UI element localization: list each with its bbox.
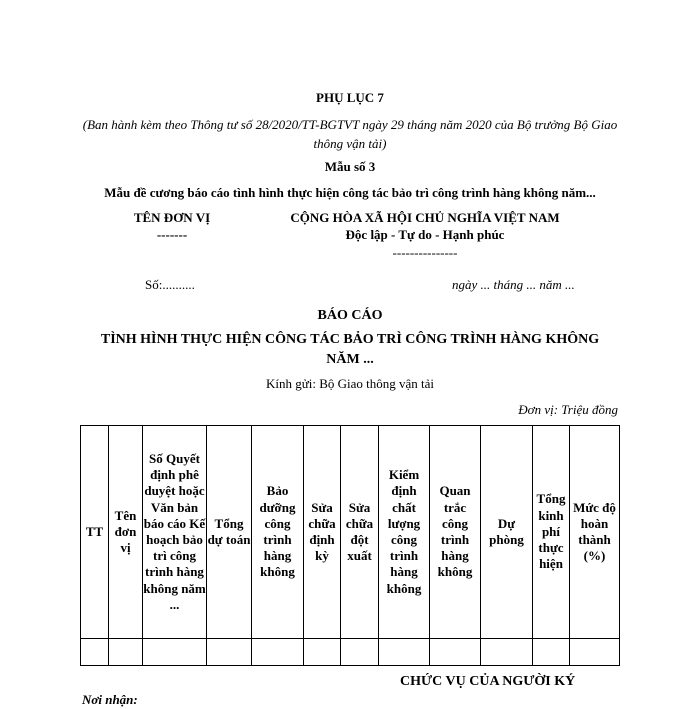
table-cell [341, 639, 379, 666]
unit-name-label: TÊN ĐƠN VỊ [133, 210, 211, 225]
unit-dashes: ------- [156, 227, 188, 242]
table-cell [252, 639, 304, 666]
document-number: Số:.......... [145, 277, 195, 292]
appendix-title: PHỤ LỤC 7 [316, 90, 384, 105]
column-header: Mức độ hoàn thành (%) [570, 426, 620, 639]
column-header: Số Quyết định phê duyệt hoặc Văn bản báo cáo Kế hoạch bảo trì công trình hàng không năm ... [143, 426, 207, 639]
appendix-note: (Ban hành kèm theo Thông tư số 28/2020/TT-BGTVT ngày 29 tháng năm 2020 của Bộ trưởng Bộ Giao thông vận tải) [82, 117, 618, 151]
table-cell [533, 639, 570, 666]
table-cell [570, 639, 620, 666]
column-header: Tổng kinh phí thực hiện [533, 426, 570, 639]
signer-title: CHỨC VỤ CỦA NGƯỜI KÝ [400, 674, 576, 689]
column-header: Sửa chữa định kỳ [304, 426, 341, 639]
column-header: Kiểm định chất lượng công trình hàng không [379, 426, 430, 639]
currency-unit: Đơn vị: Triệu đồng [518, 402, 618, 417]
table-cell [109, 639, 143, 666]
republic-title: CỘNG HÒA XÃ HỘI CHỦ NGHĨA VIỆT NAM [290, 210, 560, 225]
column-header: Tổng dự toán [207, 426, 252, 639]
table-cell [430, 639, 481, 666]
column-header: Dự phòng [481, 426, 533, 639]
report-subtitle: TÌNH HÌNH THỰC HIỆN CÔNG TÁC BẢO TRÌ CÔNG TRÌNH HÀNG KHÔNG NĂM ... [100, 332, 600, 367]
column-header: Quan trắc công trình hàng không [430, 426, 481, 639]
recipients-label: Nơi nhận: [82, 692, 138, 707]
table-cell [481, 639, 533, 666]
table-cell [143, 639, 207, 666]
table-cell [207, 639, 252, 666]
motto: Độc lập - Tự do - Hạnh phúc [345, 227, 505, 242]
column-header: Sửa chữa đột xuất [341, 426, 379, 639]
maintenance-report-table [80, 425, 620, 666]
form-number: Mẫu số 3 [324, 159, 376, 174]
outline-title: Mẫu đề cương báo cáo tình hình thực hiện công tác bảo trì công trình hàng không năm... [104, 185, 596, 200]
column-header: Bảo dưỡng công trình hàng không [252, 426, 304, 639]
addressee: Kính gửi: Bộ Giao thông vận tải [265, 376, 435, 391]
motto-dashes: --------------- [392, 245, 458, 260]
table-row [81, 639, 620, 666]
table-cell [304, 639, 341, 666]
table-cell [81, 639, 109, 666]
table-header-row [81, 426, 620, 639]
table-cell [379, 639, 430, 666]
column-header: Tên đơn vị [109, 426, 143, 639]
column-header: TT [81, 426, 109, 639]
date-line: ngày ... tháng ... năm ... [452, 277, 575, 292]
report-title: BÁO CÁO [317, 308, 383, 323]
